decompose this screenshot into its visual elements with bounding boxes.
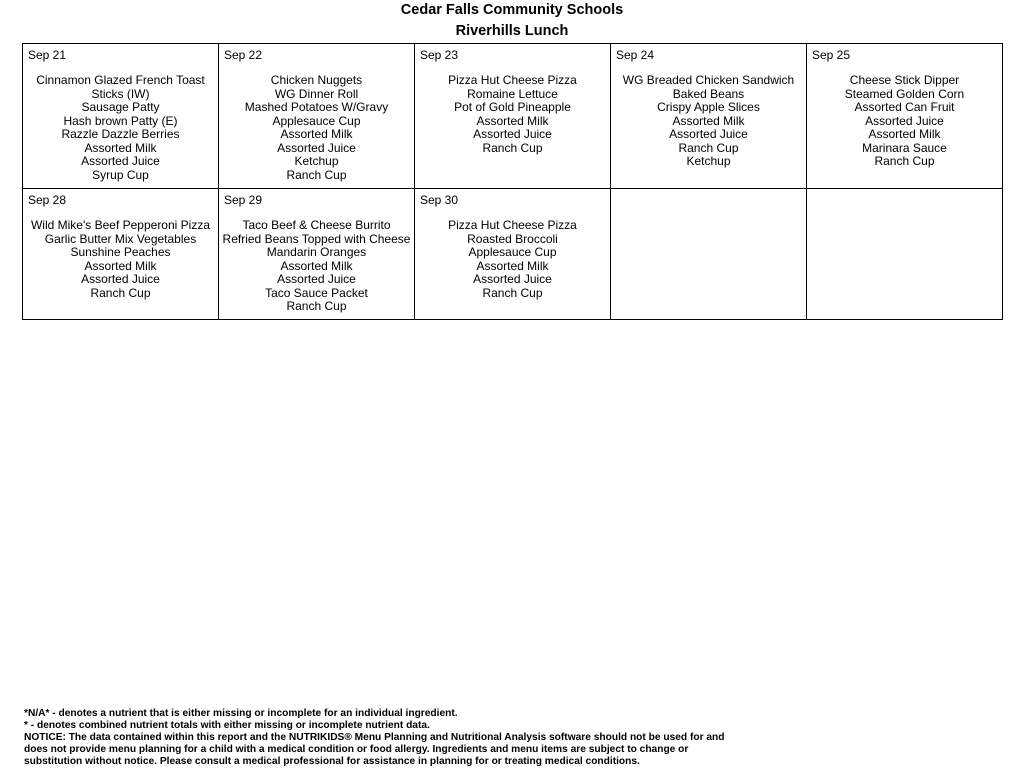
menu-item: Ketchup [686,154,731,168]
menu-item: Hash brown Patty (E) [63,113,178,128]
menu-item: WG Dinner Roll [274,86,359,101]
menu-item: Ranch Cup [482,140,543,155]
menu-item: Pot of Gold Pineapple [454,100,571,114]
day-date [611,189,806,213]
menu-item: Assorted Can Fruit [854,100,955,114]
menu-item: Assorted Milk [476,258,549,273]
menu-item-list [415,219,610,300]
day-date: Sep 21 [28,48,67,62]
menu-item: Refried Beans Topped with Cheese [222,231,411,246]
day-cell [611,189,807,320]
day-date: Sep 23 [420,48,459,62]
menu-item: Marinara Sauce [862,140,947,155]
menu-item: Chicken Nuggets [270,73,363,87]
menu-item: Sausage Patty [81,100,160,114]
menu-item: Ketchup [294,154,339,168]
menu-item: Ranch Cup [286,167,347,182]
menu-item: Cinnamon Glazed French Toast [36,73,205,87]
page-subtitle: Riverhills Lunch [455,23,569,39]
footnote-line: NOTICE: The data contained within this report and the NUTRIKIDS® Menu Planning and Nutritional Analysis software should not be used for and [24,732,725,743]
day-cell [807,189,1003,320]
day-date: Sep 28 [28,193,67,207]
menu-item: Assorted Juice [277,140,356,155]
day-cell [807,44,1003,189]
menu-item-list [23,219,218,300]
menu-item: Assorted Juice [81,272,160,286]
footnote-line: * - denotes combined nutrient totals with either missing or incomplete nutrient data. [24,720,430,731]
menu-item: Ranch Cup [874,154,935,168]
menu-item: Applesauce Cup [272,113,361,128]
day-date: Sep 30 [420,193,459,207]
day-cell [23,44,219,189]
menu-item: Wild Mike's Beef Pepperoni Pizza [30,218,211,232]
menu-item: Cheese Stick Dipper [849,73,960,87]
menu-item: Syrup Cup [92,167,149,182]
menu-item: Assorted Milk [84,140,157,155]
menu-item: Romaine Lettuce [467,86,558,101]
menu-item: Ranch Cup [90,285,151,300]
menu-item: Assorted Milk [280,258,353,273]
menu-item: Assorted Milk [280,127,353,141]
menu-item: Assorted Juice [81,154,160,168]
day-date: Sep 29 [224,193,263,207]
menu-item: WG Breaded Chicken Sandwich [622,73,795,87]
footnotes [24,708,764,768]
menu-item-list [219,74,414,182]
menu-calendar [22,43,1003,320]
day-cell [219,44,415,189]
day-date: Sep 24 [616,48,655,62]
menu-item: Baked Beans [672,86,745,101]
menu-item: Taco Sauce Packet [265,285,368,300]
menu-item: Assorted Juice [865,113,944,128]
day-cell [415,44,611,189]
menu-item: Steamed Golden Corn [844,86,965,101]
menu-item-list [807,74,1002,169]
menu-item: Ranch Cup [482,285,543,300]
day-date: Sep 25 [812,48,851,62]
menu-item: Assorted Juice [669,127,748,141]
menu-item: Roasted Broccoli [467,231,558,246]
menu-item: Assorted Milk [476,113,549,128]
menu-item: Garlic Butter Mix Vegetables [44,231,197,246]
menu-item-list [611,74,806,169]
menu-item: Sunshine Peaches [70,245,171,259]
day-date: Sep 22 [224,48,263,62]
week-row [23,189,1003,320]
menu-item: Pizza Hut Cheese Pizza [448,73,577,87]
menu-item: Assorted Milk [868,127,941,141]
menu-item: Assorted Milk [672,113,745,128]
menu-item: Taco Beef & Cheese Burrito [242,218,391,232]
menu-item: Pizza Hut Cheese Pizza [448,218,577,232]
menu-item: Mashed Potatoes W/Gravy [244,100,389,114]
day-cell [23,189,219,320]
menu-item: Assorted Juice [473,272,552,286]
menu-item: Mandarin Oranges [266,245,367,259]
footnote-line: does not provide menu planning for a child with a medical condition or food allergy. Ingredients and menu items are subject to change or [24,744,689,755]
menu-item-list [219,219,414,314]
menu-item-list [415,74,610,155]
page-title: Cedar Falls Community Schools [400,2,624,18]
menu-item: Crispy Apple Slices [657,100,760,114]
menu-item: Assorted Juice [277,272,356,286]
menu-item: Ranch Cup [678,140,739,155]
day-cell [611,44,807,189]
menu-item: Assorted Milk [84,258,157,273]
menu-item: Assorted Juice [473,127,552,141]
day-cell [415,189,611,320]
menu-item-list [23,74,218,182]
footnote-line: substitution without notice. Please consult a medical professional for assistance in planning for or treating medical conditions. [24,756,640,767]
footnote-line: *N/A* - denotes a nutrient that is either missing or incomplete for an individual ingredient. [24,708,458,719]
menu-item: Sticks (IW) [91,86,150,101]
day-date [807,189,1002,213]
menu-item: Razzle Dazzle Berries [61,127,180,141]
week-row [23,44,1003,189]
menu-item: Applesauce Cup [468,245,557,259]
menu-item: Ranch Cup [286,299,347,313]
day-cell [219,189,415,320]
